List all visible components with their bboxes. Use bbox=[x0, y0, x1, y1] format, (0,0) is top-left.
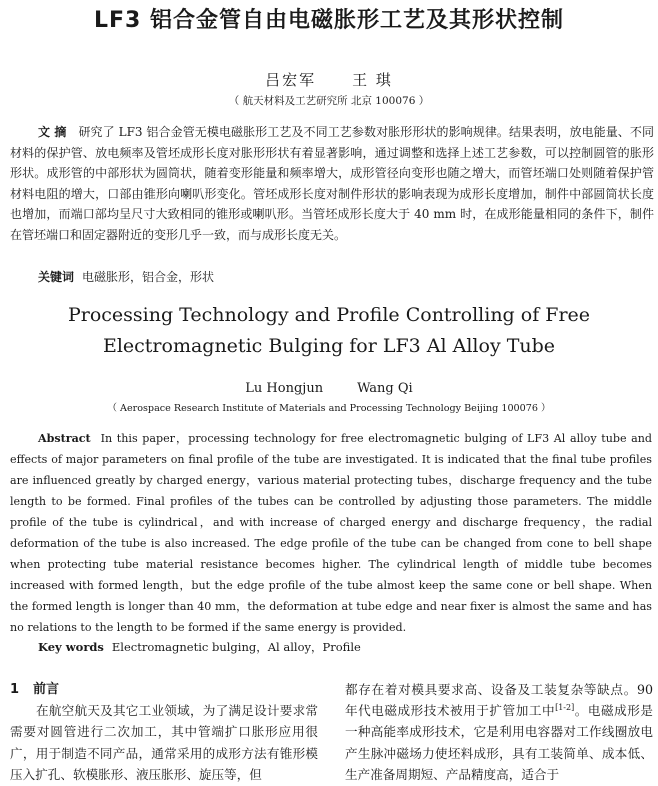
body-right-column bbox=[345, 679, 653, 785]
body-left-column bbox=[10, 679, 318, 785]
english-authors bbox=[0, 380, 658, 398]
chinese-abstract bbox=[10, 122, 654, 246]
english-title bbox=[0, 300, 658, 362]
english-abstract bbox=[10, 428, 652, 638]
chinese-keywords-label: 关键词 bbox=[38, 270, 75, 284]
chinese-abstract-text: 研究了 LF3 铝合金管无模电磁胀形工艺及不同工艺参数对胀形形状的影响规律。结果表明，放电能量、不同材料的保护管、放电频率及管坯成形长度对胀形形状有着显著影响，通过调整和选择上述工艺参数，可以控制圆管的胀形形状。成形管的中部形状为圆筒状，随着变形能量和频率增大，成形管径向变形也随之增大，而管坯端口处则随着保护管材料电阻的增大，口部由锥形向喇叭形变化。管坯成形长度对制件形状的影响表现为成形长度增加，制件中部圆筒状长度也增加，而端口部均呈尺寸大致相同的锥形或喇叭形。当管坯成形长度大于 40 mm 时，在成形能量相同的条件下，制件在管坯端口和固定器附近的变形几乎一致，而与成形长度无关。 bbox=[10, 125, 654, 242]
english-author-2: Wang Qi bbox=[357, 381, 413, 396]
chinese-authors bbox=[0, 70, 658, 90]
body-right-text-a: 都存在着对模具要求高、设备及工装复杂等缺点。90 年代电磁成形技术被用于扩管加工中 bbox=[345, 682, 653, 719]
author-2: 王 琪 bbox=[352, 71, 393, 89]
section-number: 1 bbox=[10, 682, 20, 697]
author-1: 吕宏军 bbox=[265, 71, 317, 89]
body-paragraph-right bbox=[345, 679, 653, 785]
body-right-text-b: 。电磁成形是一种高能率成形技术，它是利用电容器对工作线圈放电产生脉冲磁场力使坯料成形，具有工装简单、成本低、生产准备周期短、产品精度高，适合于 bbox=[345, 703, 654, 782]
chinese-affiliation: （ 航天材料及工艺研究所 北京 100076 ） bbox=[228, 95, 430, 107]
chinese-abstract-label: 文 摘 bbox=[38, 125, 67, 139]
english-title-line-1: Processing Technology and Profile Controlling of Free bbox=[67, 304, 591, 326]
section-title: 前言 bbox=[33, 682, 60, 697]
chinese-keywords bbox=[38, 267, 648, 287]
chinese-keywords-text: 电磁胀形，铝合金，形状 bbox=[82, 270, 215, 284]
body-paragraph-left: 在航空航天及其它工业领域，为了满足设计要求常需要对圆管进行二次加工，其中管端扩口胀形应用很广，用于制造不同产品，通常采用的成形方法有锥形模压入扩孔、软模胀形、液压胀形、旋压等，但 bbox=[10, 703, 318, 782]
english-author-1: Lu Hongjun bbox=[245, 381, 324, 396]
citation: [1-2] bbox=[555, 703, 575, 713]
section-heading bbox=[10, 679, 318, 700]
english-affiliation: （ Aerospace Research Institute of Materials and Processing Technology Beijing 100076 ） bbox=[107, 403, 551, 414]
chinese-title: LF3 铝合金管自由电磁胀形工艺及其形状控制 bbox=[93, 8, 564, 33]
english-title-line-2: Electromagnetic Bulging for LF3 Al Alloy Tube bbox=[102, 335, 556, 357]
english-keywords-text: Electromagnetic bulging，Al alloy，Profile bbox=[111, 640, 361, 654]
english-abstract-label: Abstract bbox=[38, 432, 91, 445]
english-keywords bbox=[38, 637, 648, 657]
english-abstract-text: In this paper，processing technology for free electromagnetic bulging of LF3 Al alloy tube and effects of major parameters on final profile of the tube are investigated. It is indicated that the final tube profiles are influenced greatly by charged energy，various material protecting tubes，discharge frequency and the tube length to be formed. Final profiles of the tubes can be controlled by adjusting those parameters. The middle profile of the tube is cylindrical，and with increase of charged energy and discharge frequency，the radial deformation of the tube is also increased. The edge profile of the tube can be changed from cone to bell shape when protecting tube material resistance becomes higher. The cylindrical length of middle tube becomes increased with formed length，but the edge profile of the tube almost keep the same cone or bell shape. When the formed length is longer than 40 mm，the deformation at tube edge and near fixer is almost the same and has no relations to the length to be formed if the same energy is provided. bbox=[10, 432, 652, 634]
english-keywords-label: Key words bbox=[38, 640, 104, 654]
